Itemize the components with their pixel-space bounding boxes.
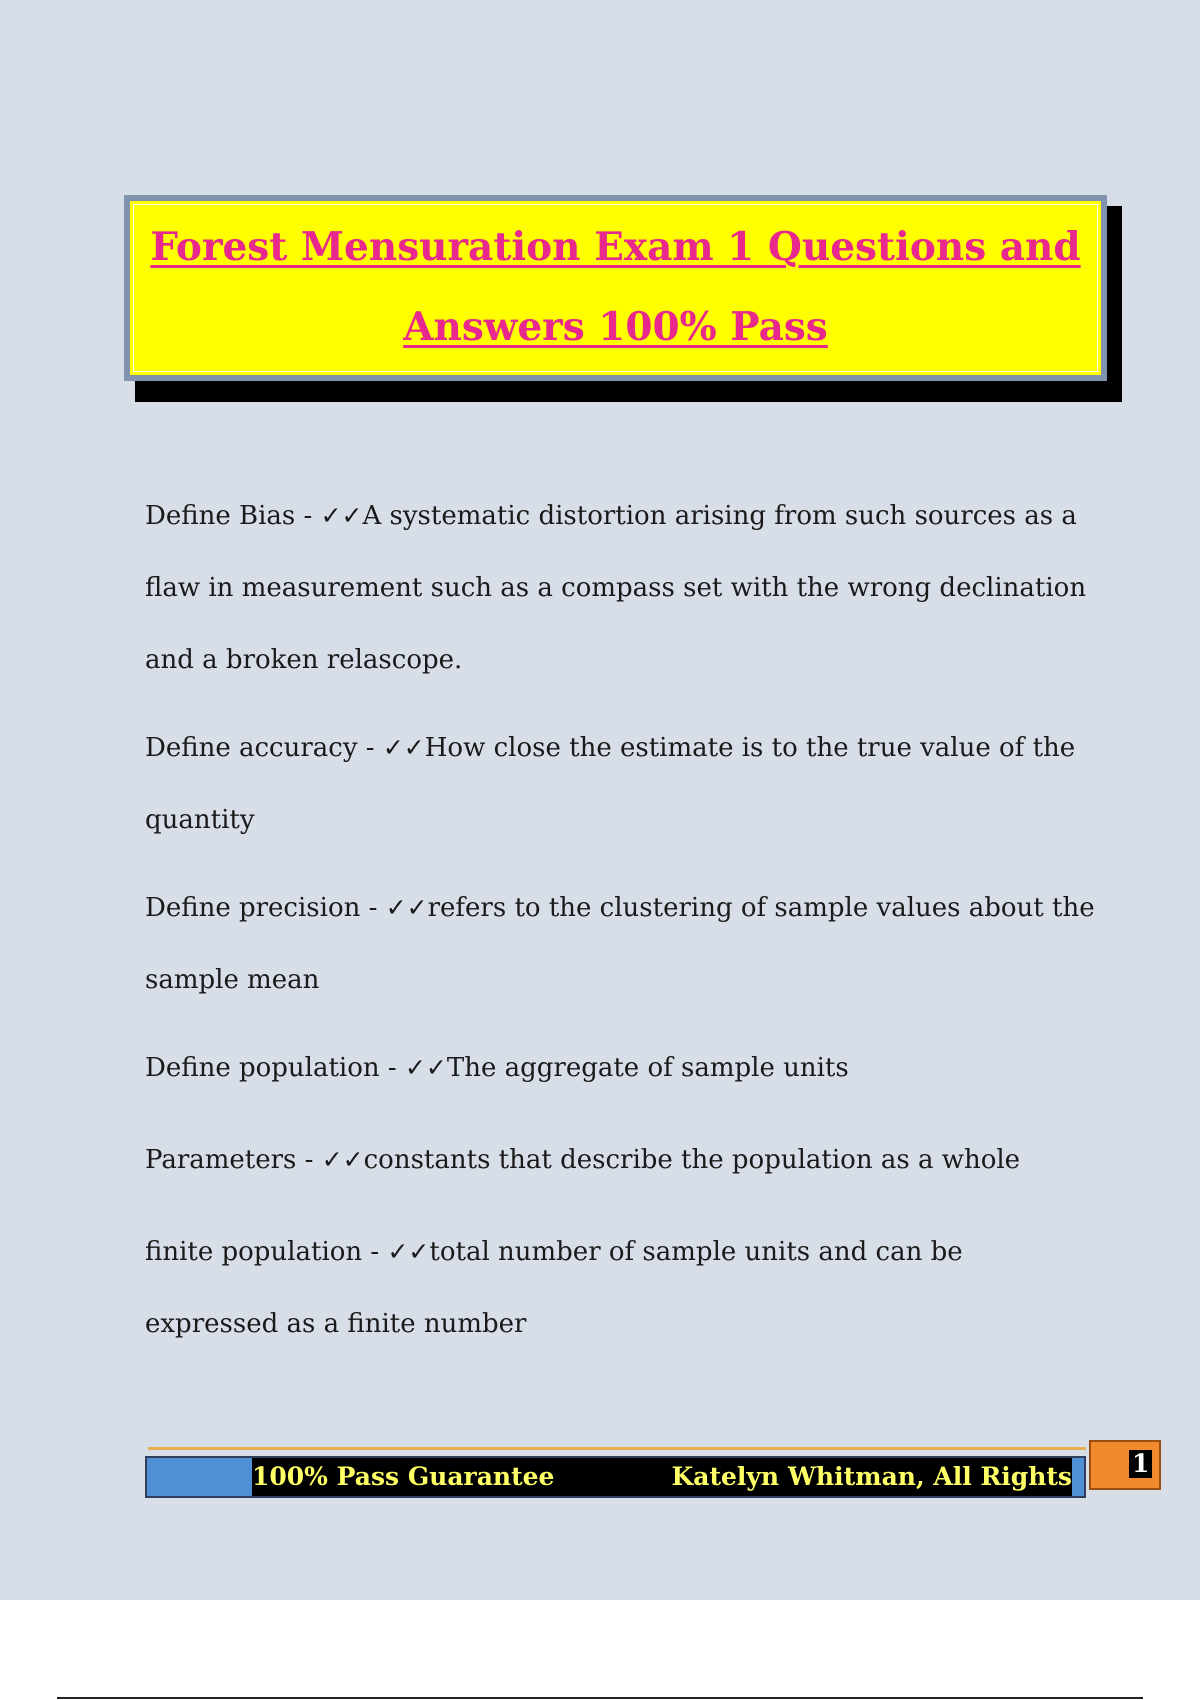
answer-text: constants that describe the population as a whole <box>363 1145 1021 1175</box>
qa-item-precision <box>145 872 1095 1016</box>
footer-text-band <box>252 1458 1072 1496</box>
double-check-icon: ✓✓ <box>320 501 363 530</box>
qa-list <box>145 480 1095 1376</box>
question-text: Parameters - <box>145 1145 322 1175</box>
footer-bar <box>145 1456 1086 1498</box>
answer-text: refers to the clustering of sample values about the sample mean <box>145 893 1095 995</box>
qa-item-finite-population <box>145 1216 1095 1360</box>
double-check-icon: ✓✓ <box>385 893 428 922</box>
title-line-1: Forest Mensuration Exam 1 Questions and <box>150 224 1081 270</box>
footer-divider <box>148 1447 1086 1450</box>
page-number-box <box>1089 1440 1161 1490</box>
answer-text: A systematic distortion arising from such sources as a flaw in measurement such as a compass set with the wrong declination and a broken relascope. <box>145 501 1087 675</box>
document-title <box>130 207 1101 367</box>
double-check-icon: ✓✓ <box>382 733 425 762</box>
title-box <box>124 195 1107 381</box>
qa-item-accuracy <box>145 712 1095 856</box>
question-text: finite population - <box>145 1237 388 1267</box>
answer-text: The aggregate of sample units <box>446 1053 849 1083</box>
double-check-icon: ✓✓ <box>321 1145 364 1174</box>
question-text: Define Bias - <box>145 501 321 531</box>
qa-item-bias <box>145 480 1095 696</box>
question-text: Define population - <box>145 1053 405 1083</box>
double-check-icon: ✓✓ <box>387 1237 430 1266</box>
qa-item-population <box>145 1032 1095 1104</box>
next-page-rule <box>57 1697 1143 1699</box>
qa-item-parameters <box>145 1124 1095 1196</box>
question-text: Define accuracy - <box>145 733 383 763</box>
answer-text: How close the estimate is to the true value of the quantity <box>145 733 1076 835</box>
title-line-2: Answers 100% Pass <box>403 304 828 350</box>
double-check-icon: ✓✓ <box>404 1053 447 1082</box>
answer-text: total number of sample units and can be expressed as a finite number <box>145 1237 963 1339</box>
page-number: 1 <box>1129 1450 1152 1478</box>
footer-left-text: 100% Pass Guarantee <box>252 1462 555 1491</box>
footer-right-text: Katelyn Whitman, All Rights <box>671 1462 1072 1491</box>
question-text: Define precision - <box>145 893 386 923</box>
